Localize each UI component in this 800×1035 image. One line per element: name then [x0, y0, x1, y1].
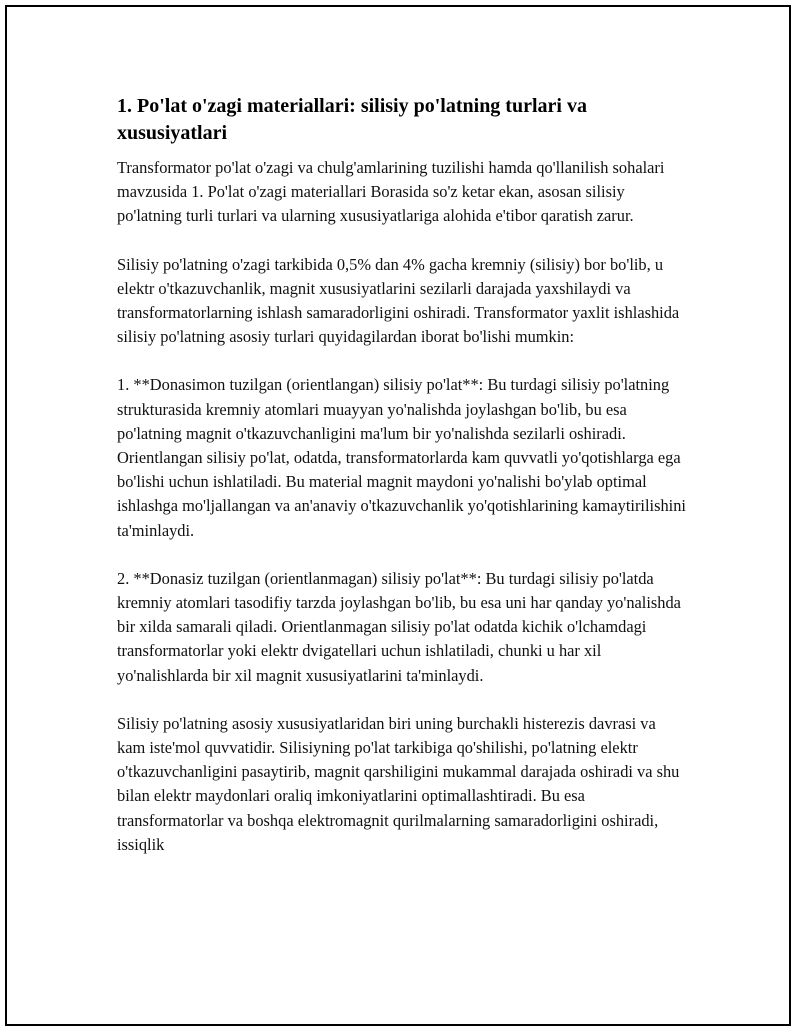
paragraph-silicon-content: Silisiy po'latning o'zagi tarkibida 0,5% dan 4% gacha kremniy (silisiy) bor bo'lib, u elektr o'tkazuvchanlik, magnit xususiyatlarini sezilarli darajada yaxshilaydi va transformatorlarning ishlash samaradorligini oshiradi. Transformator yaxlit ishlashida silisiy po'latning asosiy turlari quyidagilardan iborat bo'lishi mumkin: [117, 254, 680, 347]
document-body [117, 93, 687, 881]
paragraph-oriented-steel: 1. **Donasimon tuzilgan (orientlangan) silisiy po'lat**: Bu turdagi silisiy po'latning strukturasida kremniy atomlari muayyan yo'nalishda joylashgan bo'lib, bu esa po'latning magnit o'tkazuvchanligini ma'lum bir yo'nalishda sezilarli oshiradi. Orientlangan silisiy po'lat, odatda, transformatorlarda kam quvvatli yo'qotishlarga ega bo'lishi uchun ishlatiladi. Bu material magnit maydoni yo'nalishi bo'ylab optimal ishlashga mo'ljallangan va an'anaviy o'tkazuvchanlik yo'qotishlarining kamaytirilishini ta'minlaydi. [117, 375, 686, 540]
paragraph-non-oriented-steel: 2. **Donasiz tuzilgan (orientlanmagan) silisiy po'lat**: Bu turdagi silisiy po'latda kremniy atomlari tasodifiy tarzda joylashgan bo'lib, bu esa uni har qanday yo'nalishda bir xilda samarali qiladi. Orientlanmagan silisiy po'lat odatda kichik o'lchamdagi transformatorlar yoki elektr dvigatellari uchun ishlatiladi, chunki u har xil yo'nalishlarda bir xil magnit xususiyatlarini ta'minlaydi. [117, 568, 681, 685]
paragraph-properties: Silisiy po'latning asosiy xususiyatlaridan biri uning burchakli histerezis davrasi va kam iste'mol quvvatidir. Silisiyning po'lat tarkibiga qo'shilishi, po'latning elektr o'tkazuvchanligini pasaytirib, magnit qarshiligini mukammal darajada oshiradi va shu bilan elektr maydonlari oraliq imkoniyatlarini optimallashtiradi. Bu esa transformatorlar va boshqa elektromagnit qurilmalarning samaradorligini oshiradi, issiqlik [117, 713, 680, 854]
paragraph-intro: Transformator po'lat o'zagi va chulg'amlarining tuzilishi hamda qo'llanilish sohalari mavzusida 1. Po'lat o'zagi materiallari Borasida so'z ketar ekan, asosan silisiy po'latning turli turlari va ularning xususiyatlariga alohida e'tibor qaratish zarur. [117, 158, 665, 226]
document-title: 1. Po'lat o'zagi materiallari: silisiy po'latning turlari va xususiyatlari [117, 95, 587, 144]
